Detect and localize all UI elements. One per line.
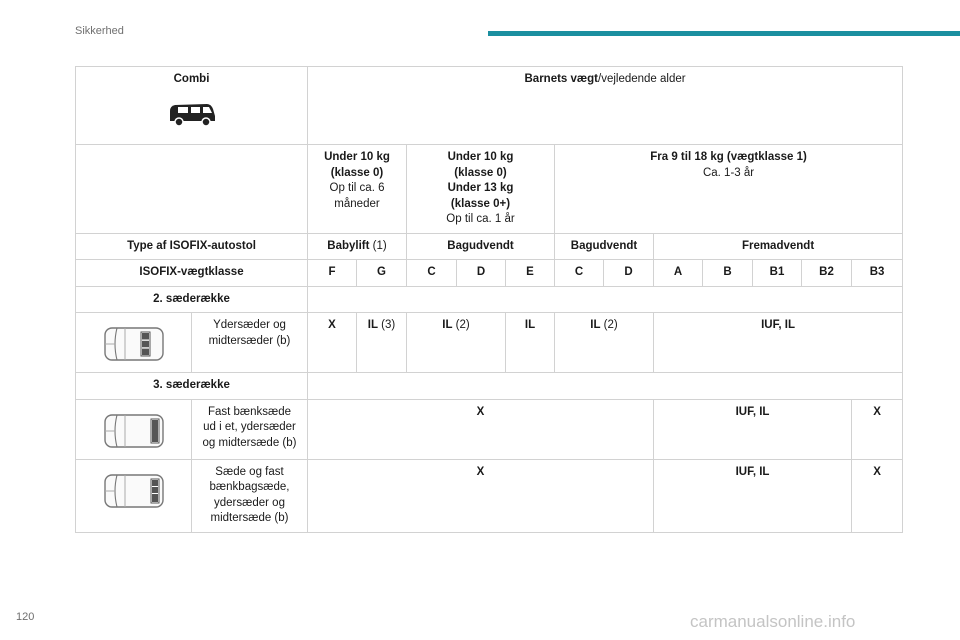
cell-forward: IUF, IL [654,313,903,373]
type-rear-1: Bagudvendt [407,233,555,260]
cell-F: X [308,313,357,373]
watermark: carmanualsonline.info [690,612,856,631]
group-0-line: (klasse 0) [330,166,384,179]
vehicle-label: Combi [173,73,210,85]
van-icon [167,102,217,128]
cell-B3: X [852,399,903,459]
seat-desc-line: Ydersæder og [213,319,286,332]
class-cell: D [457,260,506,287]
class-cell: C [407,260,457,287]
header-row [76,67,903,145]
vehicle-cell [76,67,308,145]
class-row [76,260,903,287]
weight-header-cell [308,67,903,145]
il-note: (2) [600,319,618,332]
group-1-line: Under 10 kg [447,151,514,163]
seat-desc-line: Fast bænksæde [207,405,292,418]
class-cell: D [604,260,654,287]
group-1-line: Op til ca. 1 år [446,213,515,226]
cell-rear: X [308,459,654,532]
il-note: (3) [377,319,396,332]
cell-CD-rear [555,313,654,373]
row2-title: 2. sæderække [76,286,308,313]
seat-desc-row3b [192,459,308,532]
cell-CD [407,313,506,373]
class-cell: C [555,260,604,287]
page-number: 120 [16,611,35,623]
isofix-table [75,66,903,533]
section-title: Sikkerhed [75,25,124,37]
group-2-line: Ca. 1-3 år [702,166,755,179]
class-label: ISOFIX-vægtklasse [76,260,308,287]
seat-diagram-row2 [76,313,192,373]
seat-desc-row2 [192,313,308,373]
type-forward: Fremadvendt [654,233,903,260]
cell-forward: IUF, IL [654,399,852,459]
il-label: IL [442,319,453,332]
class-cell: B1 [753,260,802,287]
babylift-note: (1) [369,239,387,252]
cell-rear: X [308,399,654,459]
class-cell: E [506,260,555,287]
seat-desc-line: bænkbagsæde, [209,481,290,494]
babylift-label: Babylift [327,239,370,252]
seat-diagram-row3a [76,399,192,459]
row3-title: 3. sæderække [76,373,308,400]
seat-desc-line: Sæde og fast [215,465,284,478]
group-0-line: Under 10 kg [324,151,390,163]
group-0-line: Op til ca. 6 [329,182,385,195]
class-cell: B3 [852,260,903,287]
car-seat-row3b-icon [103,471,165,511]
group-1-cell [407,145,555,234]
il-label: IL [590,319,601,332]
row2-title-row [76,286,903,313]
seat-diagram-row3b [76,459,192,532]
il-label: IL [367,319,378,332]
il-note: (2) [452,319,470,332]
type-label: Type af ISOFIX-autostol [76,233,308,260]
group-1-line: Under 13 kg [447,182,514,195]
cell-E: IL [506,313,555,373]
row3a-data-row [76,399,903,459]
seat-desc-line: midtersæde (b) [210,512,289,525]
car-seat-row3a-icon [103,411,165,451]
seat-desc-line: midtersæder (b) [208,334,291,347]
cell-G [357,313,407,373]
class-cell: B [703,260,753,287]
row2-data-row [76,313,903,373]
weight-header-bold: Barnets vægt [524,73,598,85]
class-cell: F [308,260,357,287]
group-2-cell [555,145,903,234]
type-rear-2: Bagudvendt [555,233,654,260]
cell-forward: IUF, IL [654,459,852,532]
seat-desc-row3a [192,399,308,459]
type-babylift [308,233,407,260]
group-1-line: (klasse 0) [454,166,507,179]
group-2-line: Fra 9 til 18 kg (vægtklasse 1) [650,151,807,163]
class-cell: B2 [802,260,852,287]
class-cell: G [357,260,407,287]
group-0-line: måneder [334,197,380,210]
seat-desc-line: og midtersæde (b) [202,436,297,449]
class-cell: A [654,260,703,287]
weight-header-rest: /vejledende alder [598,73,686,85]
row3-title-row [76,373,903,400]
type-row [76,233,903,260]
cell-B3: X [852,459,903,532]
seat-desc-line: ud i et, ydersæder [203,421,296,434]
accent-bar [488,31,960,36]
row3b-data-row [76,459,903,532]
group-1-line: (klasse 0+) [450,197,511,210]
group-row [76,145,903,234]
car-seat-row2-icon [103,324,165,364]
seat-desc-line: ydersæder og [214,496,285,509]
group-0-cell [308,145,407,234]
